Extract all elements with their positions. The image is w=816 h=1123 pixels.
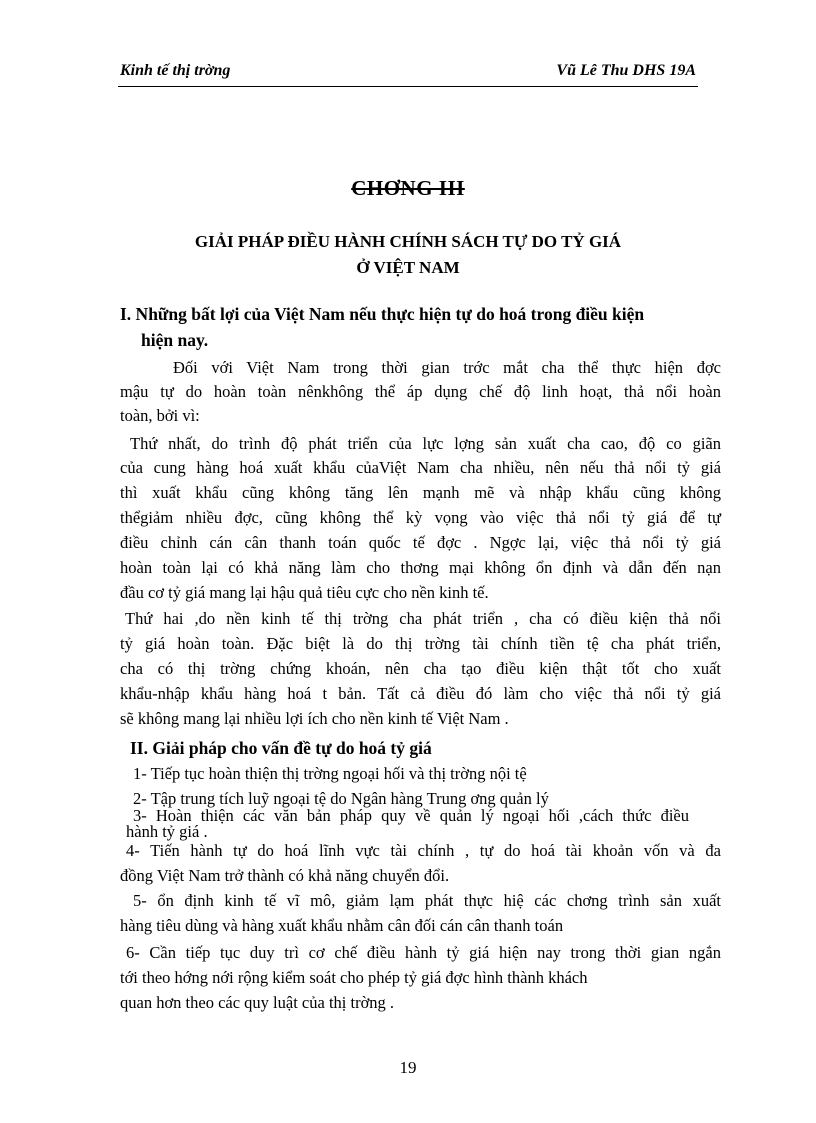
- solution-item-4-cont: đồng Việt Nam trở thành có khả năng chuyển đổi.: [120, 866, 450, 885]
- paragraph-2-line: Thứ nhất, do trình độ phát triển của lực lợng sản xuất cha cao, độ co giãn: [130, 434, 721, 453]
- running-header: [118, 60, 698, 87]
- paragraph-2-line: thì xuất khẩu cũng không tăng lên mạnh mẽ và nhập khẩu cũng không: [120, 483, 721, 502]
- paragraph-2-line: thểgiảm nhiều đợc, cũng không thể kỳ vọng vào việc thả nổi tỷ giá để tự: [120, 508, 721, 527]
- paragraph-1-line: toàn, bởi vì:: [120, 406, 200, 425]
- page-number: 19: [399, 1058, 417, 1077]
- header-right-text: Vũ Lê Thu DHS 19A: [556, 62, 696, 79]
- section-1-heading-line-2: hiện nay.: [141, 330, 209, 350]
- paragraph-3-line: cha có thị trờng chứng khoán, nên cha tạo điều kiện thật tốt cho xuất: [120, 659, 721, 678]
- paragraph-1-line: mậu tự do hoàn toàn nênkhông thể áp dụng chế độ linh hoạt, thả nổi hoàn: [120, 382, 721, 401]
- solution-item-4: 4- Tiến hành tự do hoá lĩnh vực tài chính , tự do hoá tài khoản vốn và đa: [126, 841, 721, 860]
- paragraph-3-line: Thứ hai ,do nền kinh tế thị trờng cha phát triển , cha có điều kiện thả nổi: [125, 609, 721, 628]
- paragraph-3-line: khẩu-nhập khẩu hàng hoá t bản. Tất cả điều đó làm cho việc thả nổi tỷ giá: [120, 684, 721, 703]
- solution-item-1: 1- Tiếp tục hoàn thiện thị trờng ngoại hối và thị trờng nội tệ: [133, 764, 527, 783]
- paragraph-3-line: tỷ giá hoàn toàn. Đặc biệt là do thị trờng tài chính tiền tệ cha phát triển,: [120, 634, 721, 653]
- paragraph-2-line: của cung hàng hoá xuất khẩu củaViệt Nam cha nhiều, nên nếu thả nổi tỷ giá: [120, 458, 721, 477]
- paragraph-3-line: sẽ không mang lại nhiều lợi ích cho nền kinh tế Việt Nam .: [120, 709, 509, 728]
- solution-item-6: 6- Cần tiếp tục duy trì cơ chế điều hành tỷ giá hiện nay trong thời gian ngắn: [126, 943, 721, 962]
- solution-item-5: 5- ổn định kinh tế vĩ mô, giảm lạm phát thực hiệ các chơng trình sản xuất: [133, 891, 721, 910]
- paragraph-2-line: đầu cơ tỷ giá mang lại hậu quả tiêu cực cho nền kinh tế.: [120, 583, 489, 602]
- solution-item-3-cont: hành tỷ giá .: [126, 822, 208, 841]
- paragraph-1-line: Đối với Việt Nam trong thời gian trớc mắt cha thể thực hiện đợc: [173, 358, 721, 377]
- solution-item-2: 2- Tập trung tích luỹ ngoại tệ do Ngân hàng Trung ơng quản lý: [133, 789, 549, 808]
- paragraph-2-line: hoàn toàn lại có khả năng làm cho thơng mại không ổn định và dẫn đến nạn: [120, 558, 721, 577]
- solution-item-6-cont: quan hơn theo các quy luật của thị trờng .: [120, 993, 395, 1012]
- solution-item-3: 3- Hoàn thiện các văn bản pháp quy về quản lý ngoại hối ,cách thức điều: [133, 806, 689, 825]
- paragraph-2-line: điều chỉnh cán cân thanh toán quốc tế đợc . Ngợc lại, việc thả nổi tỷ giá: [120, 533, 721, 552]
- solution-item-6-cont: tới theo hớng nới rộng kiểm soát cho phép tỷ giá đợc hình thành khách: [120, 968, 588, 987]
- section-1-heading-line-1: I. Những bất lợi của Việt Nam nếu thực hiện tự do hoá trong điều kiện: [120, 304, 645, 324]
- section-2-heading: II. Giải pháp cho vấn đề tự do hoá tỷ giá: [130, 738, 432, 758]
- chapter-title-line-2: Ở VIỆT NAM: [356, 258, 460, 277]
- solution-item-5-cont: hàng tiêu dùng và hàng xuất khẩu nhằm cân đối cán cân thanh toán: [120, 916, 564, 935]
- chapter-heading-text: CHƠNG III: [351, 176, 465, 200]
- chapter-heading: [0, 176, 816, 201]
- chapter-title-line-1: GIẢI PHÁP ĐIỀU HÀNH CHÍNH SÁCH TỰ DO TỶ GIÁ: [194, 232, 622, 251]
- header-left-text: Kinh tế thị trờng: [120, 62, 231, 79]
